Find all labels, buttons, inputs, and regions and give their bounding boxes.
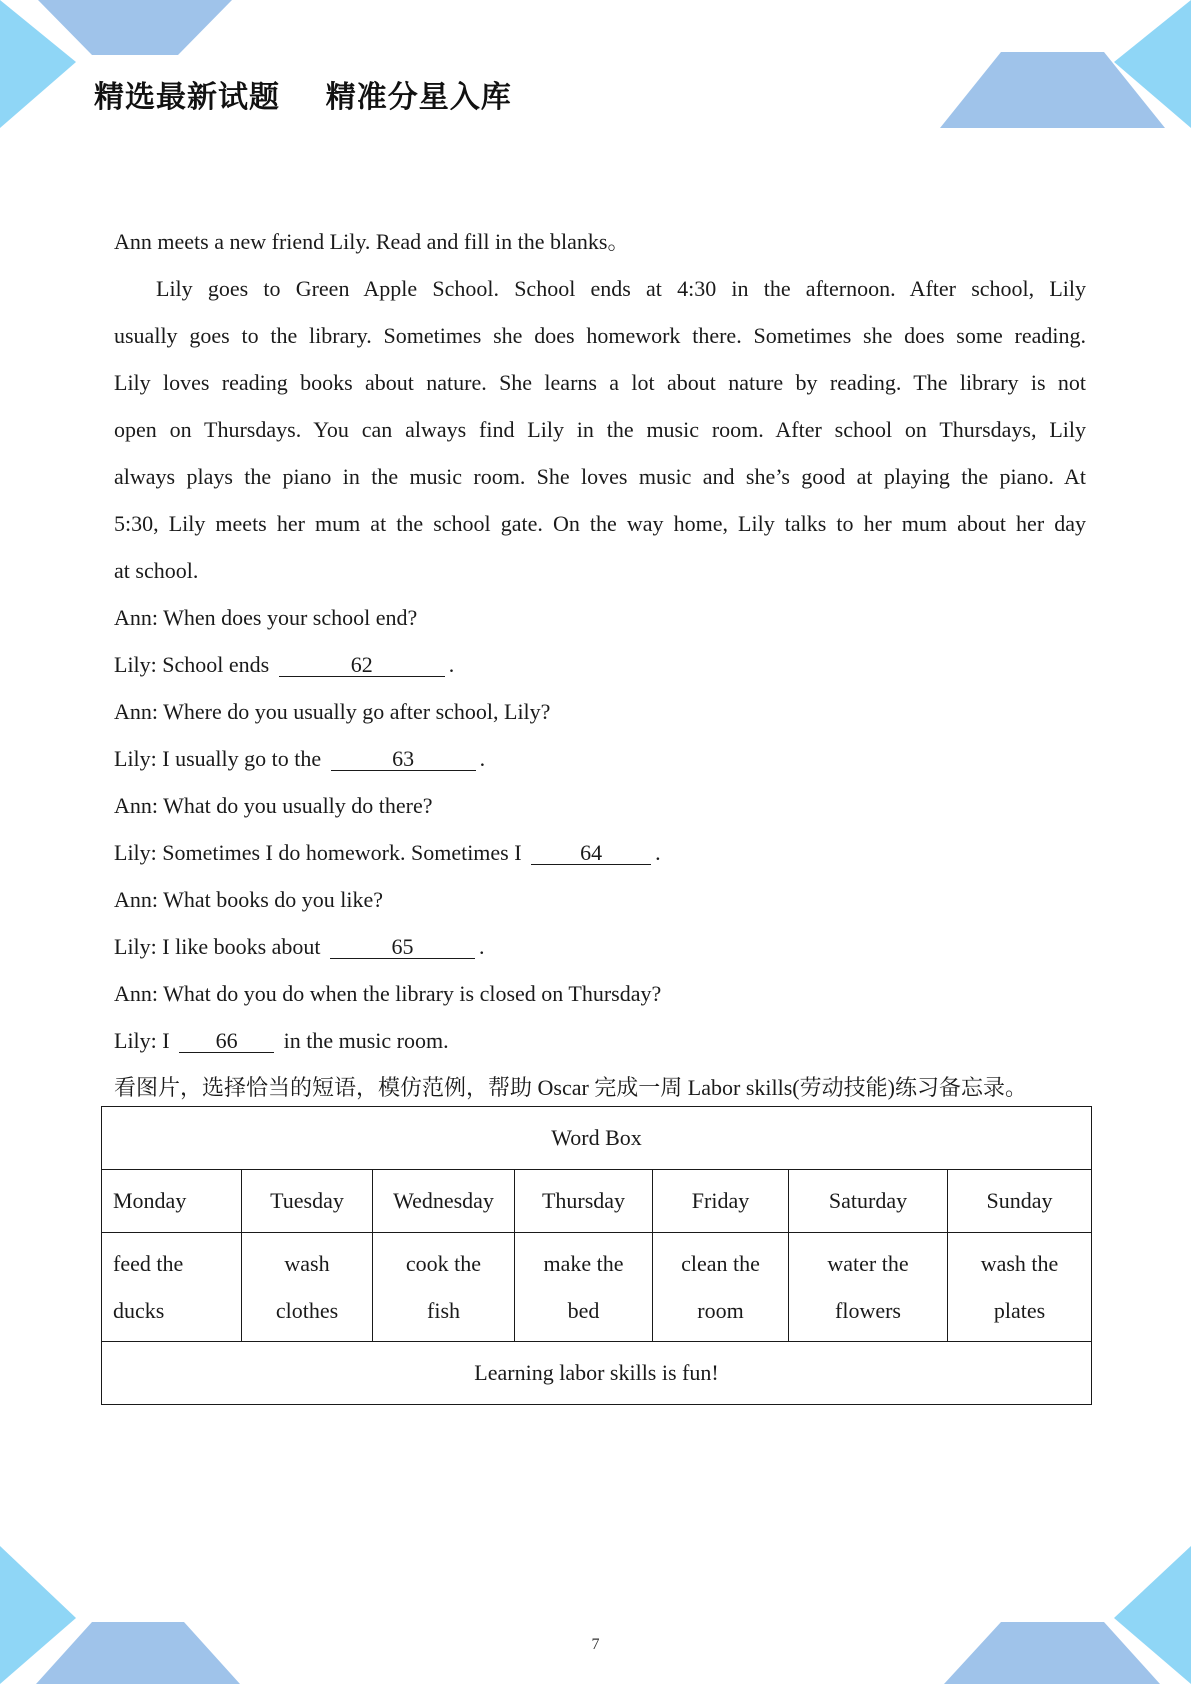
dialogue-question: Ann: Where do you usually go after school, Lily? bbox=[114, 699, 551, 724]
passage-line: open on Thursdays. You can always find Lily in the music room. After school on Thursdays, Lily bbox=[114, 417, 1086, 442]
passage-line: always plays the piano in the music room. She loves music and she’s good at playing the piano. At bbox=[114, 464, 1086, 489]
dialogue-question: Ann: What do you do when the library is closed on Thursday? bbox=[114, 981, 662, 1006]
task-line: bed bbox=[567, 1298, 600, 1323]
task-cell bbox=[948, 1233, 1092, 1342]
day-cell: Saturday bbox=[789, 1170, 948, 1233]
answer-text: Lily: School ends bbox=[114, 652, 270, 677]
answer-blank-62[interactable]: 62 bbox=[279, 654, 445, 677]
task-cell bbox=[789, 1233, 948, 1342]
answer-text-end: . bbox=[479, 746, 486, 771]
task-line: plates bbox=[993, 1298, 1046, 1323]
day-cell: Thursday bbox=[515, 1170, 653, 1233]
passage-line: Lily goes to Green Apple School. School ends at 4:30 in the afternoon. After school, Lily bbox=[156, 276, 1086, 301]
task-line: feed the bbox=[113, 1251, 184, 1276]
answer-text: Lily: I usually go to the bbox=[114, 746, 322, 771]
task-line: room bbox=[697, 1298, 744, 1323]
dialogue-question: Ann: When does your school end? bbox=[114, 605, 418, 630]
day-cell: Tuesday bbox=[242, 1170, 373, 1233]
task-cell bbox=[102, 1233, 242, 1342]
decor-trapezoid-top-left bbox=[38, 0, 232, 55]
page-header-title: 精选最新试题 精准分星入库 bbox=[94, 80, 512, 115]
task-line: wash bbox=[284, 1251, 330, 1276]
answer-text: Lily: I bbox=[114, 1028, 170, 1053]
task-line: clothes bbox=[275, 1298, 339, 1323]
dialogue-answer bbox=[114, 641, 1086, 688]
task-line: ducks bbox=[113, 1298, 165, 1323]
dialogue-question: Ann: What books do you like? bbox=[114, 887, 384, 912]
day-cell: Monday bbox=[102, 1170, 242, 1233]
task-line: clean the bbox=[681, 1251, 760, 1276]
dialogue-question: Ann: What do you usually do there? bbox=[114, 793, 433, 818]
answer-text-end: . bbox=[655, 840, 661, 865]
day-cell: Sunday bbox=[948, 1170, 1092, 1233]
task-cell bbox=[242, 1233, 373, 1342]
dialogue-answer bbox=[114, 829, 1086, 876]
answer-blank-64[interactable]: 64 bbox=[531, 842, 651, 865]
word-box-footer: Learning labor skills is fun! bbox=[102, 1342, 1092, 1405]
page-content bbox=[114, 218, 1086, 1111]
word-box-title: Word Box bbox=[102, 1107, 1092, 1170]
answer-blank-63[interactable]: 63 bbox=[331, 748, 476, 771]
task-line: cook the bbox=[405, 1251, 482, 1276]
dialogue bbox=[114, 594, 1086, 1064]
answer-text-end: . bbox=[448, 652, 455, 677]
reading-instructions: Ann meets a new friend Lily. Read and fill in the blanks。 bbox=[114, 229, 630, 254]
task-line: flowers bbox=[835, 1298, 901, 1323]
answer-blank-65[interactable]: 65 bbox=[330, 936, 475, 959]
task-cell bbox=[373, 1233, 515, 1342]
word-box-table bbox=[101, 1106, 1092, 1405]
day-cell: Friday bbox=[653, 1170, 789, 1233]
answer-text: Lily: I like books about bbox=[114, 934, 321, 959]
task-line: water the bbox=[827, 1251, 909, 1276]
labor-skills-instructions: 看图片，选择恰当的短语，模仿范例，帮助 Oscar 完成一周 Labor skills(劳动技能)练习备忘录。 bbox=[114, 1075, 1027, 1100]
dialogue-answer bbox=[114, 735, 1086, 782]
dialogue-answer bbox=[114, 923, 1086, 970]
day-cell: Wednesday bbox=[373, 1170, 515, 1233]
answer-text: Lily: Sometimes I do homework. Sometimes I bbox=[114, 840, 522, 865]
task-line: fish bbox=[427, 1298, 460, 1323]
page-number: 7 bbox=[591, 1636, 600, 1653]
dialogue-answer bbox=[114, 1017, 1086, 1064]
task-line: wash the bbox=[980, 1251, 1059, 1276]
reading-passage bbox=[114, 265, 1086, 594]
task-cell bbox=[653, 1233, 789, 1342]
answer-text-end: . bbox=[479, 934, 485, 959]
passage-line: Lily loves reading books about nature. She learns a lot about nature by reading. The library is not bbox=[114, 370, 1086, 395]
answer-blank-66[interactable]: 66 bbox=[179, 1030, 274, 1053]
passage-line: 5:30, Lily meets her mum at the school gate. On the way home, Lily talks to her mum about her day bbox=[114, 511, 1086, 536]
task-line: make the bbox=[543, 1251, 624, 1276]
passage-line: usually goes to the library. Sometimes she does homework there. Sometimes she does some reading. bbox=[114, 323, 1086, 348]
task-cell bbox=[515, 1233, 653, 1342]
passage-line: at school. bbox=[114, 558, 199, 583]
answer-text-end: in the music room. bbox=[283, 1028, 449, 1053]
